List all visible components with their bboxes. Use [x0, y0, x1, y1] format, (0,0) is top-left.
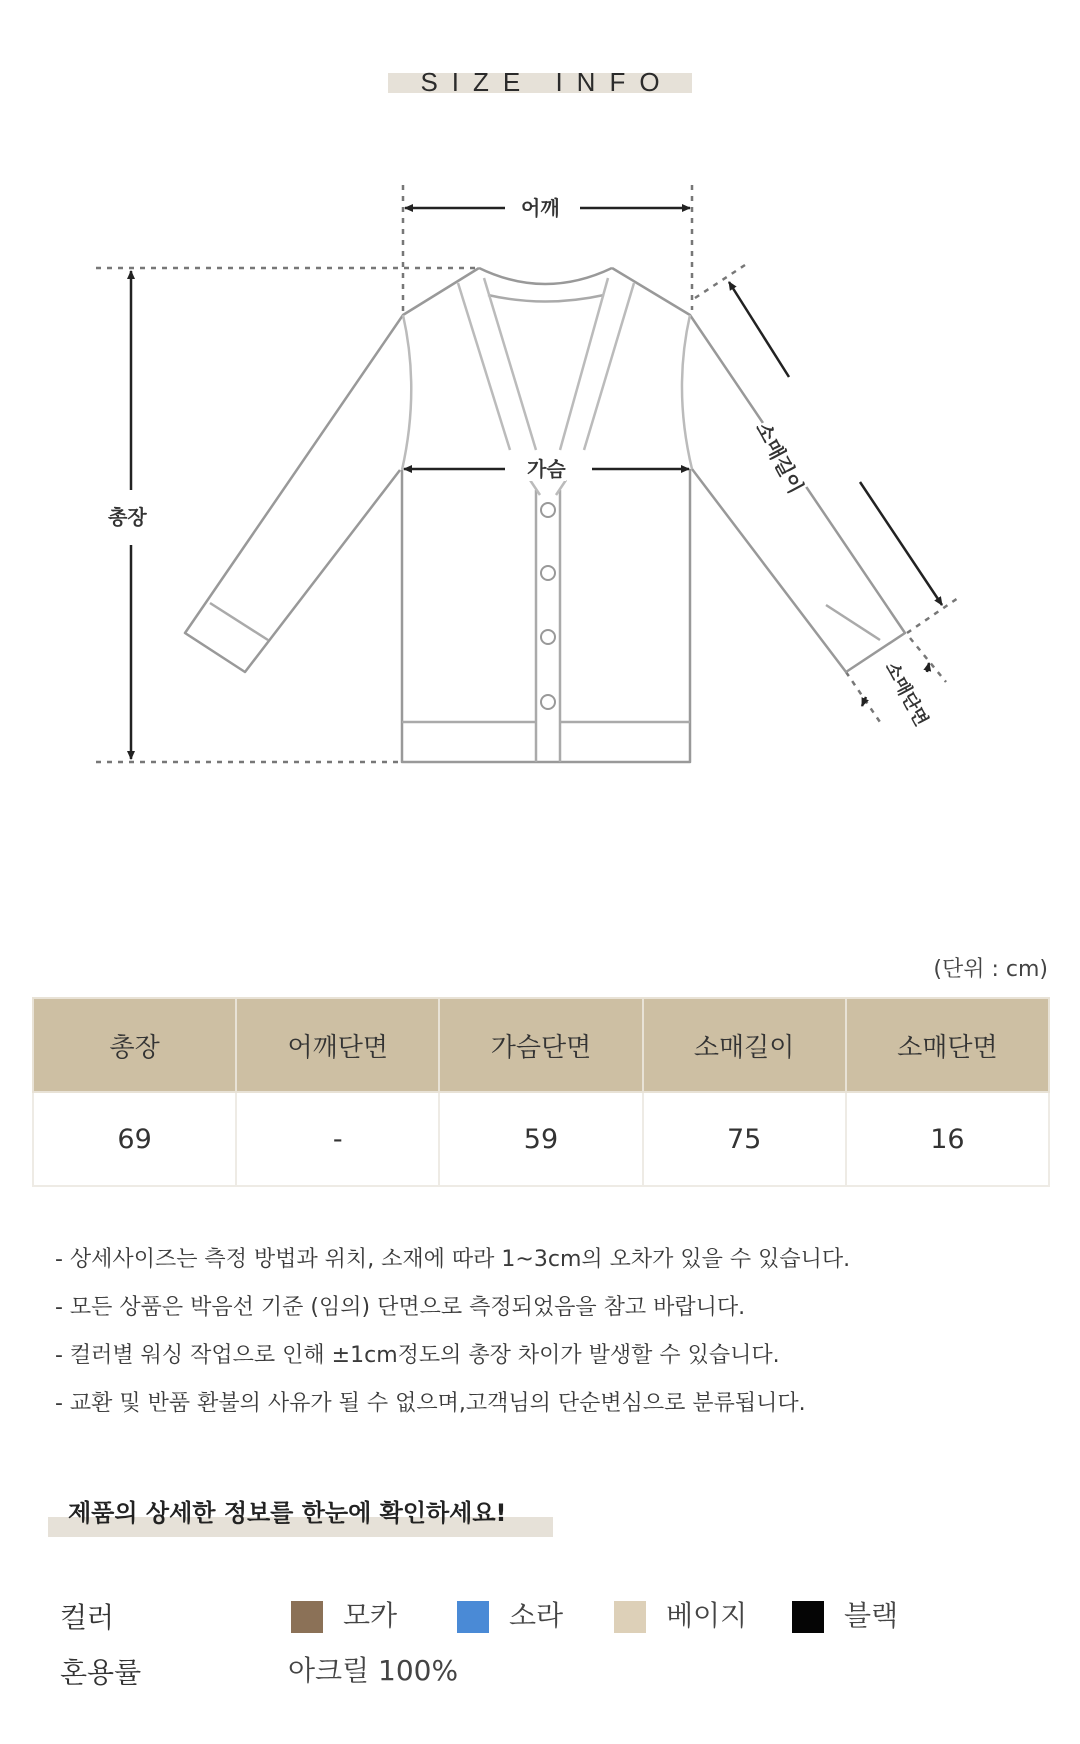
color-name-mocha: 모카 — [343, 1599, 398, 1632]
section-heading: 제품의 상세한 정보를 한눈에 확인하세요! — [68, 1499, 507, 1527]
value-chest-width: 59 — [439, 1092, 642, 1186]
page-title: SIZE INFO — [420, 67, 674, 97]
note-item: - 모든 상품은 박음선 기준 (임의) 단면으로 측정되었음을 참고 바랍니다. — [55, 1295, 746, 1320]
header-sleeve-length: 소매길이 — [643, 998, 846, 1092]
size-table — [32, 997, 1050, 1187]
color-name-sky: 소라 — [509, 1599, 564, 1632]
swatch-mocha — [291, 1601, 323, 1633]
header-total-length: 총장 — [33, 998, 236, 1092]
value-total-length: 69 — [33, 1092, 236, 1186]
swatch-beige — [614, 1601, 646, 1633]
sleeve-width-label: 소매단면 — [880, 658, 932, 730]
swatch-sky — [457, 1601, 489, 1633]
value-shoulder-width: - — [236, 1092, 439, 1186]
chest-label: 가슴 — [527, 457, 566, 481]
blend-label: 혼용률 — [60, 1656, 142, 1689]
value-sleeve-length: 75 — [643, 1092, 846, 1186]
header-shoulder-width: 어깨단면 — [236, 998, 439, 1092]
value-sleeve-width: 16 — [846, 1092, 1049, 1186]
note-item: - 컬러별 워싱 작업으로 인해 ±1cm정도의 총장 차이가 발생할 수 있습니다. — [55, 1343, 780, 1368]
note-item: - 교환 및 반품 환불의 사유가 될 수 없으며,고객님의 단순변심으로 분류됩니다. — [55, 1391, 806, 1416]
unit-label: (단위 : cm) — [933, 957, 1048, 982]
table-header-row — [33, 998, 1049, 1092]
shoulder-label: 어깨 — [521, 196, 560, 220]
swatch-black — [792, 1601, 824, 1633]
color-name-black: 블랙 — [844, 1599, 899, 1632]
total-length-label: 총장 — [108, 505, 147, 529]
note-item: - 상세사이즈는 측정 방법과 위치, 소재에 따라 1~3cm의 오차가 있을 수 있습니다. — [55, 1247, 851, 1272]
sleeve-length-label: 소매길이 — [750, 418, 809, 498]
blend-value: 아크릴 100% — [288, 1654, 459, 1687]
header-sleeve-width: 소매단면 — [846, 998, 1049, 1092]
color-name-beige: 베이지 — [666, 1599, 748, 1632]
size-notes — [55, 1244, 1035, 1436]
cardigan-size-diagram — [0, 150, 1080, 800]
color-label: 컬러 — [60, 1601, 115, 1634]
table-row — [33, 1092, 1049, 1186]
header-chest-width: 가슴단면 — [439, 998, 642, 1092]
